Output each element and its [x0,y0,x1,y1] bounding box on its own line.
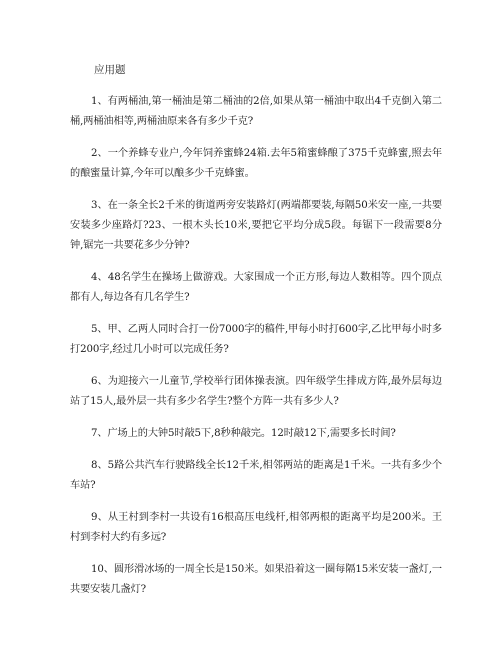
question-item: 8、5路公共汽车行驶路线全长12千米,相邻两站的距离是1千米。一共有多少个车站? [70,460,442,491]
question-item: 4、48名学生在操场上做游戏。大家围成一个正方形,每边人数相等。四个顶点都有人,每边各有几名学生? [70,272,442,303]
question-item: 9、从王村到李村一共设有16根高压电线杆,相邻两根的距离平均是200米。王村到李村大约有多远? [70,512,442,543]
question-item: 2、一个养蜂专业户,今年饲养蜜蜂24箱.去年5箱蜜蜂酿了375千克蜂蜜,照去年的酿蜜量计算,今年可以酿多少千克蜂蜜。 [70,148,442,179]
question-list [70,92,442,612]
section-heading: 应用题 [94,64,126,76]
question-item: 7、广场上的大钟5时敲5下,8秒种敲完。12时敲12下,需要多长时间? [91,428,396,439]
question-item: 10、圆形滑冰场的一周全长是150米。如果沿着这一圈每隔15米安装一盏灯,一共要安装几盏灯? [70,564,442,595]
question-item: 3、在一条全长2千米的街道两旁安装路灯(两端都要装,每隔50米安一座,一共要安装多少座路灯?23、一根木头长10米,要把它平均分成5段。每锯下一段需要8分钟,锯完一共要花多少分钟? [70,200,442,251]
question-item: 5、甲、乙两人同时合打一份7000字的稿件,甲每小时打600字,乙比甲每小时多打200字,经过几小时可以完成任务? [70,324,442,355]
question-item: 1、有两桶油,第一桶油是第二桶油的2倍,如果从第一桶油中取出4千克倒入第二桶,两桶油相等,两桶油原来各有多少千克? [70,96,442,127]
question-item: 6、为迎接六一儿童节,学校举行团体操表演。四年级学生排成方阵,最外层每边站了15人,最外层一共有多少名学生?整个方阵一共有多少人? [70,376,442,407]
